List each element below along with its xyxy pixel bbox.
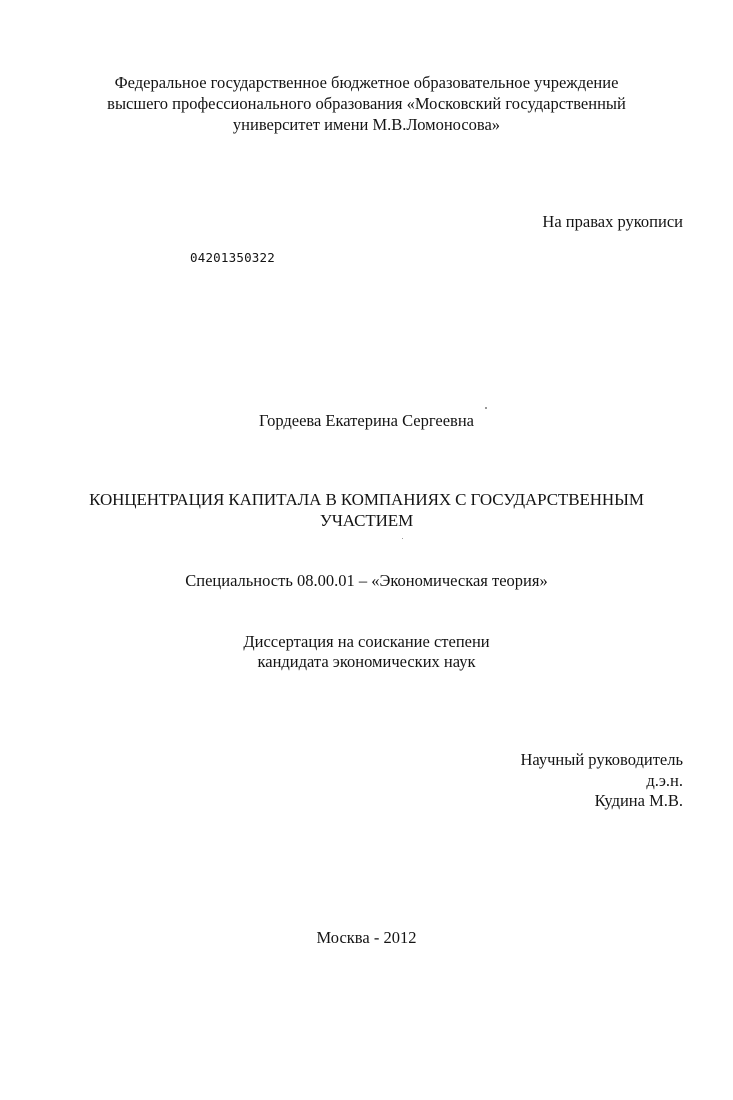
title-line-1: КОНЦЕНТРАЦИЯ КАПИТАЛА В КОМПАНИЯХ С ГОСУДАРСТВЕННЫМ: [89, 490, 644, 509]
dissertation-line-2: кандидата экономических наук: [257, 652, 476, 671]
supervisor-label: Научный руководитель: [520, 750, 683, 769]
supervisor-degree: д.э.н.: [646, 771, 683, 790]
place-and-year: Москва - 2012: [316, 928, 417, 947]
institution-line-3: университет имени М.В.Ломоносова»: [232, 115, 501, 134]
scan-speck: [485, 407, 487, 409]
supervisor-name: Кудина М.В.: [594, 791, 683, 810]
manuscript-note: На правах рукописи: [542, 212, 683, 231]
scan-speck: [402, 538, 403, 539]
registration-number: 04201350322: [190, 250, 275, 265]
specialty: Специальность 08.00.01 – «Экономическая теория»: [185, 571, 548, 590]
dissertation-line-1: Диссертация на соискание степени: [243, 632, 490, 651]
institution-line-2: высшего профессионального образования «Московский государственный: [107, 94, 626, 113]
author-name: Гордеева Екатерина Сергеевна: [259, 411, 474, 430]
title-line-2: УЧАСТИЕМ: [319, 511, 414, 530]
institution-line-1: Федеральное государственное бюджетное образовательное учреждение: [114, 73, 619, 92]
